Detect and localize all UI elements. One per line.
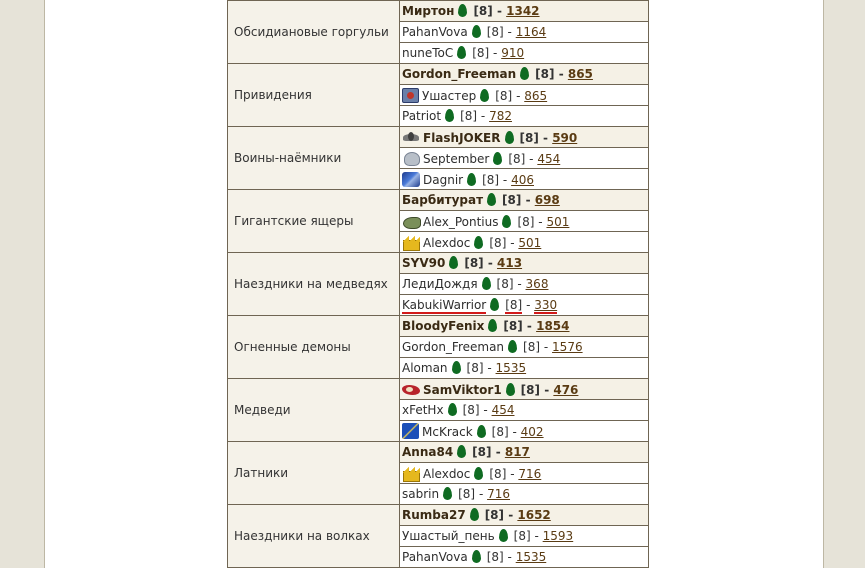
leaf-icon <box>474 236 483 249</box>
clan-member-cell <box>400 232 649 253</box>
player-level: [8] <box>458 487 476 501</box>
player-level: [8] <box>523 340 541 354</box>
player-name[interactable]: KabukiWarrior <box>402 298 487 312</box>
clan-member-cell <box>400 295 649 316</box>
player-level: [8] <box>464 256 484 270</box>
table-row <box>228 253 649 274</box>
clan-leader-cell <box>400 253 649 274</box>
leaf-icon <box>508 340 517 353</box>
crown-clan-icon[interactable] <box>402 235 420 250</box>
player-score-link[interactable]: 865 <box>567 67 593 81</box>
separator-dash: - <box>517 277 522 291</box>
player-name[interactable]: Ушастый_пень <box>402 529 495 543</box>
blade-clan-icon[interactable] <box>402 172 420 187</box>
player-name[interactable]: Aloman <box>402 361 448 375</box>
player-name[interactable]: Gordon_Freeman <box>402 340 505 354</box>
table-row <box>228 379 649 400</box>
player-name[interactable]: SamViktor1 <box>423 382 502 397</box>
leaf-icon <box>487 193 496 206</box>
player-level: [8] <box>496 277 514 291</box>
separator-dash: - <box>525 193 531 207</box>
clan-leader-cell <box>400 190 649 211</box>
leaf-icon <box>480 89 489 102</box>
separator-dash: - <box>526 319 532 333</box>
clan-member-cell <box>400 211 649 232</box>
clan-member-cell <box>400 463 649 484</box>
clan-category-label: Обсидиановые горгульи <box>228 1 400 64</box>
crown-clan-icon[interactable] <box>402 466 420 481</box>
separator-dash: - <box>512 425 517 439</box>
player-level: [8] <box>502 193 522 207</box>
clan-member-cell <box>400 358 649 379</box>
separator-dash: - <box>507 550 512 564</box>
separator-dash: - <box>483 403 488 417</box>
player-name[interactable]: Dagnir <box>423 172 464 187</box>
player-level: [8] <box>482 172 500 187</box>
shield-clan-icon[interactable] <box>402 88 419 103</box>
player-name[interactable]: PahanVova <box>402 550 468 564</box>
clan-member-cell <box>400 22 649 43</box>
clan-category-label: Наездники на волках <box>228 505 400 568</box>
clan-leader-cell <box>400 64 649 85</box>
clan-member-cell <box>400 484 649 505</box>
player-level: [8] <box>513 529 531 543</box>
player-score-link[interactable]: 413 <box>497 256 523 270</box>
player-score-link[interactable]: 368 <box>525 277 549 291</box>
clan-leader-cell <box>400 1 649 22</box>
separator-dash: - <box>516 88 521 103</box>
player-name[interactable]: xFetHx <box>402 403 444 417</box>
table-row <box>228 1 649 22</box>
player-level: [8] <box>466 361 484 375</box>
leaf-icon <box>452 361 461 374</box>
clan-category-label: Огненные демоны <box>228 316 400 379</box>
leaf-icon <box>506 383 515 396</box>
clan-member-cell <box>400 274 649 295</box>
player-score-link[interactable]: 454 <box>537 151 561 166</box>
table-row <box>228 190 649 211</box>
player-name[interactable]: McKrack <box>422 425 473 439</box>
player-name[interactable]: Patriot <box>402 109 442 123</box>
clan-member-cell <box>400 106 649 127</box>
separator-dash: - <box>543 340 549 354</box>
player-score-link[interactable]: 476 <box>553 382 579 397</box>
player-level: [8] <box>462 403 480 417</box>
clan-member-cell <box>400 547 649 568</box>
clan-category-label: Медведи <box>228 379 400 442</box>
player-score-link[interactable]: 402 <box>520 425 544 439</box>
player-name[interactable]: ЛедиДождя <box>402 277 478 291</box>
player-level: [8] <box>491 425 509 439</box>
player-score-link[interactable]: 1535 <box>495 361 527 375</box>
clan-member-cell <box>400 337 649 358</box>
clan-leader-cell <box>400 505 649 526</box>
separator-dash: - <box>502 172 508 187</box>
player-score-link[interactable]: 1593 <box>542 529 574 543</box>
separator-dash: - <box>507 25 512 39</box>
leaf-icon <box>445 109 454 122</box>
leaf-icon <box>488 319 497 332</box>
player-level: [8] <box>520 382 540 397</box>
player-score-link[interactable]: 1576 <box>552 340 583 354</box>
knight-clan-icon[interactable] <box>402 423 419 439</box>
player-name[interactable]: sabrin <box>402 487 440 501</box>
player-score-link[interactable]: 698 <box>534 193 560 207</box>
leaf-icon <box>470 508 479 521</box>
clan-leader-cell <box>400 442 649 463</box>
leaf-icon <box>467 173 476 186</box>
player-name[interactable]: Барбитурат <box>402 193 484 207</box>
player-score-link[interactable]: 716 <box>518 466 542 481</box>
player-name[interactable]: FlashJOKER <box>423 130 501 145</box>
clan-category-label: Привидения <box>228 64 400 127</box>
player-score-link[interactable]: 716 <box>487 487 511 501</box>
separator-dash: - <box>496 4 502 18</box>
table-row <box>228 64 649 85</box>
clan-leader-cell <box>400 127 649 148</box>
player-score-link[interactable]: 330 <box>534 298 558 312</box>
player-name[interactable]: Rumba27 <box>402 508 466 522</box>
clan-member-cell <box>400 526 649 547</box>
separator-dash: - <box>544 382 550 397</box>
player-name[interactable]: SYV90 <box>402 256 446 270</box>
separator-dash: - <box>543 130 548 145</box>
player-name[interactable]: Alexdoc <box>423 235 471 250</box>
clan-category-label: Гигантские ящеры <box>228 190 400 253</box>
separator-dash: - <box>510 235 515 250</box>
leaf-icon <box>443 487 452 500</box>
player-level: [8] <box>517 214 535 229</box>
leaf-icon <box>505 131 514 144</box>
leaf-icon <box>520 67 529 80</box>
player-level: [8] <box>505 298 523 312</box>
player-level: [8] <box>503 319 523 333</box>
player-score-link[interactable]: 1854 <box>536 319 570 333</box>
player-level: [8] <box>489 235 507 250</box>
leaf-icon <box>477 425 486 438</box>
player-name[interactable]: Ушастер <box>422 88 477 103</box>
player-level: [8] <box>472 445 492 459</box>
separator-dash: - <box>510 466 515 481</box>
clan-member-cell <box>400 400 649 421</box>
player-name[interactable]: Alex_Pontius <box>423 214 499 229</box>
clan-leader-cell <box>400 379 649 400</box>
separator-dash: - <box>538 214 543 229</box>
clan-ratings-table <box>227 0 649 568</box>
bat-clan-icon[interactable] <box>402 130 420 145</box>
player-level: [8] <box>495 88 513 103</box>
player-score-link[interactable]: 501 <box>546 214 570 229</box>
player-level: [8] <box>484 508 505 522</box>
leaf-icon <box>457 445 466 458</box>
leaf-icon <box>457 46 466 59</box>
player-score-link[interactable]: 817 <box>504 445 530 459</box>
player-level: [8] <box>489 466 507 481</box>
clan-member-cell <box>400 43 649 64</box>
player-level: [8] <box>508 151 526 166</box>
leaf-icon <box>472 25 481 38</box>
player-level: [8] <box>519 130 539 145</box>
clan-member-cell <box>400 85 649 106</box>
player-name[interactable]: BloodyFenix <box>402 319 485 333</box>
leaf-icon <box>490 298 499 311</box>
player-score-link[interactable]: 910 <box>501 46 525 60</box>
clan-member-cell <box>400 421 649 442</box>
separator-dash: - <box>493 46 498 60</box>
player-level: [8] <box>473 4 493 18</box>
player-score-link[interactable]: 865 <box>524 88 548 103</box>
player-score-link[interactable]: 454 <box>491 403 515 417</box>
player-score-link[interactable]: 1652 <box>517 508 551 522</box>
clan-category-label: Латники <box>228 442 400 505</box>
leaf-icon <box>458 4 467 17</box>
player-score-link[interactable]: 1535 <box>515 550 547 564</box>
leaf-icon <box>502 215 511 228</box>
leaf-icon <box>449 256 458 269</box>
player-score-link[interactable]: 406 <box>511 172 534 187</box>
clan-member-cell <box>400 169 649 190</box>
player-level: [8] <box>472 46 490 60</box>
clan-leader-cell <box>400 316 649 337</box>
player-name[interactable]: Gordon_Freeman <box>402 67 517 81</box>
player-level: [8] <box>486 25 504 39</box>
clan-member-cell <box>400 148 649 169</box>
player-name[interactable]: Миртон <box>402 4 455 18</box>
separator-dash: - <box>529 151 534 166</box>
clan-category-label: Воины-наёмники <box>228 127 400 190</box>
player-score-link[interactable]: 590 <box>552 130 578 145</box>
table-row <box>228 127 649 148</box>
table-row <box>228 316 649 337</box>
player-score-link[interactable]: 1164 <box>515 25 547 39</box>
player-score-link[interactable]: 782 <box>489 109 512 123</box>
separator-dash: - <box>478 487 484 501</box>
leaf-icon <box>482 277 491 290</box>
leaf-icon <box>472 550 481 563</box>
separator-dash: - <box>495 445 501 459</box>
dragon-clan-icon[interactable] <box>402 382 420 397</box>
player-level: [8] <box>486 550 504 564</box>
leaf-icon <box>448 403 457 416</box>
separator-dash: - <box>487 256 493 270</box>
separator-dash: - <box>487 361 492 375</box>
player-name[interactable]: Alexdoc <box>423 466 471 481</box>
ratings-body <box>228 1 649 568</box>
player-name[interactable]: September <box>423 151 490 166</box>
clan-category-label: Наездники на медведях <box>228 253 400 316</box>
skull-clan-icon[interactable] <box>402 151 420 166</box>
separator-dash: - <box>508 508 514 522</box>
player-name[interactable]: Anna84 <box>402 445 454 459</box>
leaf-icon <box>474 467 483 480</box>
player-name[interactable]: PahanVova <box>402 25 468 39</box>
separator-dash: - <box>480 109 486 123</box>
table-row <box>228 505 649 526</box>
player-level: [8] <box>460 109 478 123</box>
table-row <box>228 442 649 463</box>
separator-dash: - <box>526 298 531 312</box>
separator-dash: - <box>534 529 539 543</box>
player-name[interactable]: nuneToC <box>402 46 454 60</box>
separator-dash: - <box>558 67 564 81</box>
leaf-icon <box>499 529 508 542</box>
leaf-icon <box>493 152 502 165</box>
player-score-link[interactable]: 501 <box>518 235 542 250</box>
player-level: [8] <box>535 67 555 81</box>
dino-clan-icon[interactable] <box>402 214 420 229</box>
player-score-link[interactable]: 1342 <box>506 4 540 18</box>
